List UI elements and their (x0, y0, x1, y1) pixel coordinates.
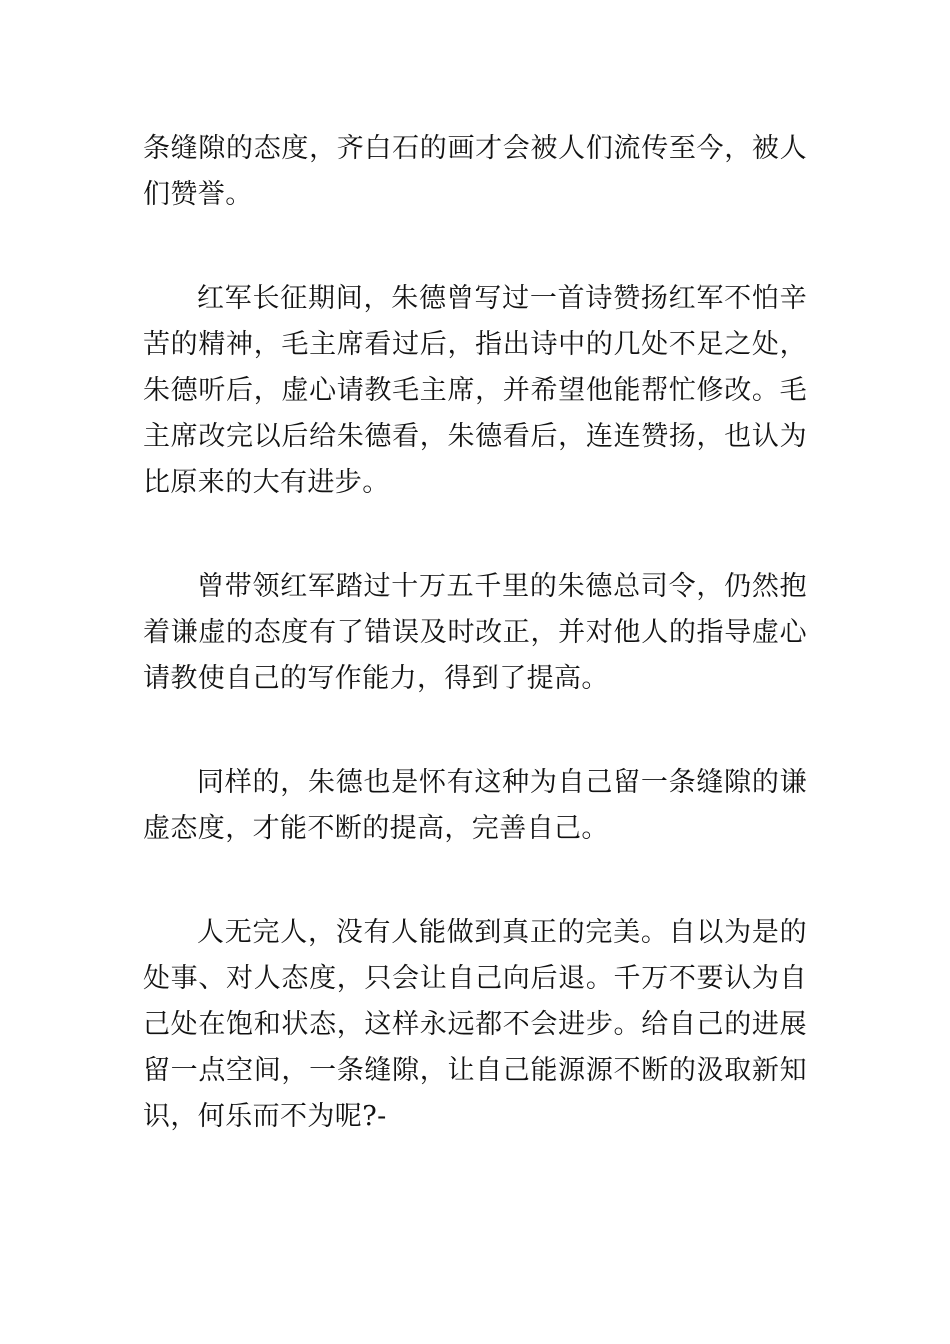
paragraph-1: 条缝隙的态度，齐白石的画才会被人们流传至今，被人们赞誉。 (143, 133, 807, 210)
document-body (143, 126, 807, 1140)
paragraph-gap (143, 852, 807, 910)
paragraph-gap (143, 218, 807, 276)
paragraph-gap (143, 506, 807, 564)
paragraph-2: 红军长征期间，朱德曾写过一首诗赞扬红军不怕辛苦的精神，毛主席看过后，指出诗中的几处不足之处，朱德听后，虚心请教毛主席，并希望他能帮忙修改。毛主席改完以后给朱德看，朱德看后，连连赞扬，也认为比原来的大有进步。 (143, 283, 807, 498)
paragraph-4: 同样的，朱德也是怀有这种为自己留一条缝隙的谦虚态度，才能不断的提高，完善自己。 (143, 767, 807, 844)
paragraph-gap (143, 702, 807, 760)
paragraph-5: 人无完人，没有人能做到真正的完美。自以为是的处事、对人态度，只会让自己向后退。千万不要认为自己处在饱和状态，这样永远都不会进步。给自己的进展留一点空间，一条缝隙，让自己能源源不断的汲取新知识，何乐而不为呢?- (143, 917, 807, 1132)
paragraph-3: 曾带领红军踏过十万五千里的朱德总司令，仍然抱着谦虚的态度有了错误及时改正，并对他人的指导虚心请教使自己的写作能力，得到了提高。 (143, 571, 807, 694)
